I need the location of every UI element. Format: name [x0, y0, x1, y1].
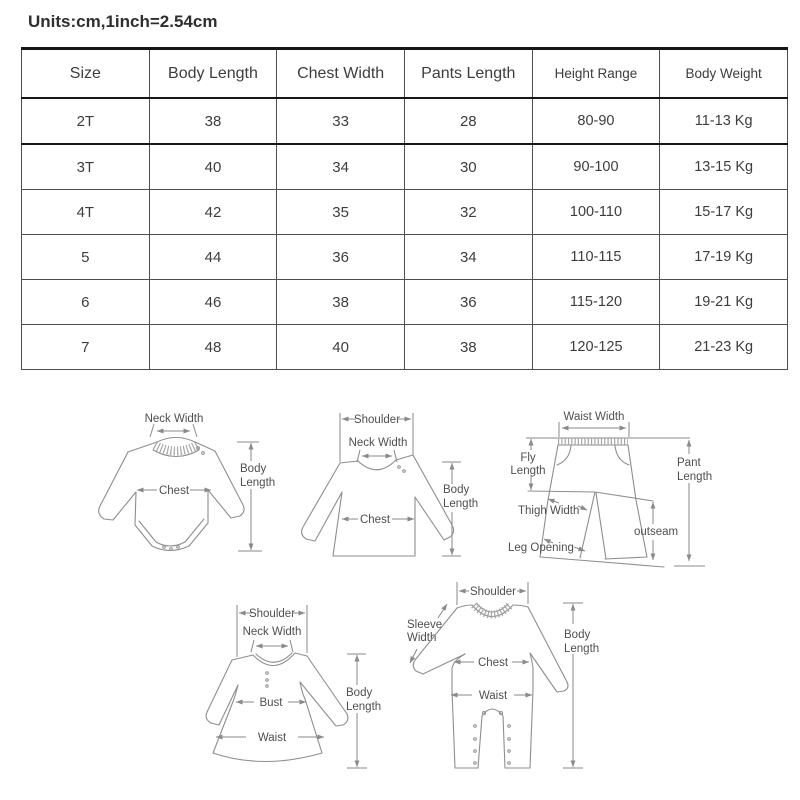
- body-length-label: Length: [346, 701, 382, 713]
- cell: 38: [404, 325, 532, 370]
- cell: 46: [149, 280, 277, 325]
- header-row: [22, 49, 788, 99]
- cell: 3T: [22, 144, 150, 190]
- col-header-pants-length: Pants Length: [404, 49, 532, 99]
- chest-label: Chest: [359, 514, 391, 526]
- shoulder-label: Shoulder: [353, 414, 401, 426]
- romper-diagram: [395, 576, 605, 794]
- size-chart-table: [21, 47, 788, 370]
- cell: 5: [22, 235, 150, 280]
- waist-label: Waist: [257, 732, 287, 744]
- body-length-label: Body: [564, 629, 591, 641]
- cell: 38: [149, 98, 277, 144]
- cell: 115-120: [532, 280, 660, 325]
- dress-diagram: [200, 593, 395, 791]
- thigh-width-label: Thigh Width: [518, 505, 580, 517]
- chest-label: Chest: [158, 485, 190, 497]
- cell: 100-110: [532, 190, 660, 235]
- cell: 42: [149, 190, 277, 235]
- col-header-body-weight: Body Weight: [660, 49, 788, 99]
- cell: 90-100: [532, 144, 660, 190]
- shoulder-label: Shoulder: [469, 586, 517, 598]
- fly-length-label: Length: [510, 465, 546, 477]
- waist-width-label: Waist Width: [563, 411, 625, 423]
- cell: 38: [277, 280, 405, 325]
- cell: 36: [404, 280, 532, 325]
- cell: 120-125: [532, 325, 660, 370]
- cell: 15-17 Kg: [660, 190, 788, 235]
- bodysuit-diagram: [90, 403, 290, 581]
- chest-label: Chest: [477, 657, 509, 669]
- cell: 48: [149, 325, 277, 370]
- units-note: Units:cm,1inch=2.54cm: [28, 12, 218, 31]
- body-length-label: Length: [564, 643, 600, 655]
- table-row-4t: [22, 190, 788, 235]
- cell: 21-23 Kg: [660, 325, 788, 370]
- cell: 11-13 Kg: [660, 98, 788, 144]
- cell: 36: [277, 235, 405, 280]
- leg-opening-label: Leg Opening: [508, 542, 574, 554]
- table-row-6: [22, 280, 788, 325]
- cell: 44: [149, 235, 277, 280]
- sleeve-width-label: Width: [407, 632, 437, 644]
- shoulder-label: Shoulder: [248, 608, 296, 620]
- top-diagram: [300, 400, 490, 578]
- cell: 17-19 Kg: [660, 235, 788, 280]
- cell: 110-115: [532, 235, 660, 280]
- neck-width-label: Neck Width: [242, 626, 302, 638]
- cell: 34: [277, 144, 405, 190]
- cell: 19-21 Kg: [660, 280, 788, 325]
- neck-width-label: Neck Width: [144, 413, 204, 425]
- body-length-label: Length: [240, 477, 276, 489]
- cell: 28: [404, 98, 532, 144]
- outseam-label: outseam: [634, 526, 679, 538]
- cell: 30: [404, 144, 532, 190]
- body-length-label: Body: [346, 687, 373, 699]
- col-header-chest-width: Chest Width: [277, 49, 405, 99]
- table-row-7: [22, 325, 788, 370]
- cell: 13-15 Kg: [660, 144, 788, 190]
- body-length-label: Length: [443, 498, 479, 510]
- cell: 33: [277, 98, 405, 144]
- cell: 7: [22, 325, 150, 370]
- col-header-body-length: Body Length: [149, 49, 277, 99]
- table-row-2t: [22, 98, 788, 144]
- neck-width-label: Neck Width: [348, 437, 408, 449]
- cell: 34: [404, 235, 532, 280]
- pants-diagram: [498, 403, 718, 581]
- pant-length-label: Pant: [677, 457, 701, 469]
- pant-length-label: Length: [677, 471, 713, 483]
- table-row-3t: [22, 144, 788, 190]
- bust-label: Bust: [259, 697, 283, 709]
- cell: 40: [149, 144, 277, 190]
- cell: 2T: [22, 98, 150, 144]
- fly-length-label: Fly: [520, 452, 536, 464]
- cell: 4T: [22, 190, 150, 235]
- cell: 32: [404, 190, 532, 235]
- table-row-5: [22, 235, 788, 280]
- cell: 40: [277, 325, 405, 370]
- body-length-label: Body: [443, 484, 470, 496]
- body-length-label: Body: [240, 463, 267, 475]
- cell: 35: [277, 190, 405, 235]
- col-header-size: Size: [22, 49, 150, 99]
- sleeve-width-label: Sleeve: [407, 619, 443, 631]
- cell: 6: [22, 280, 150, 325]
- waist-label: Waist: [478, 690, 508, 702]
- col-header-height-range: Height Range: [532, 49, 660, 99]
- cell: 80-90: [532, 98, 660, 144]
